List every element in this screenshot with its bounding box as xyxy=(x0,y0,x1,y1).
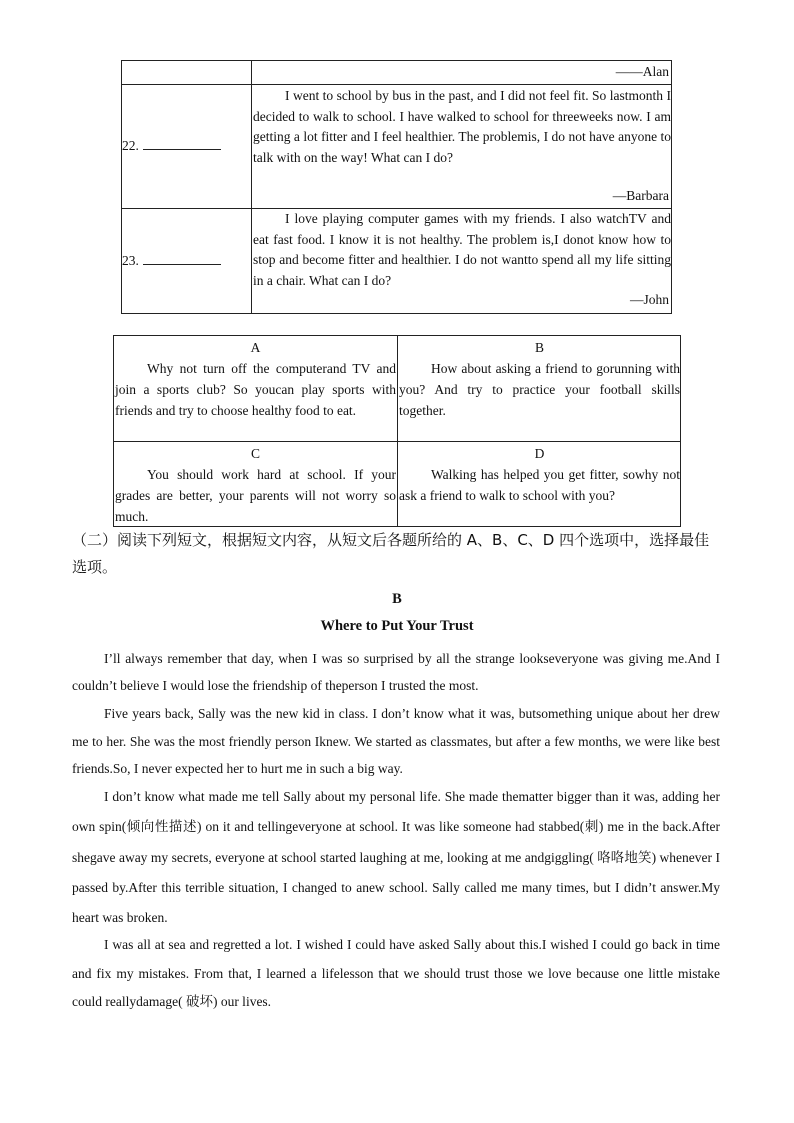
signature-barbara: —Barbara xyxy=(612,188,669,203)
letters-table xyxy=(121,60,672,314)
option-letter: C xyxy=(250,446,260,461)
section-label: B xyxy=(392,591,402,607)
option-letter: B xyxy=(534,340,544,355)
paragraph-text: I’ll always remember that day, when I was so surprised by all the strange lookseveryone was giving me.And I couldn’t believe I would lose the friendship of theperson I trusted the most. xyxy=(72,651,720,693)
options-table xyxy=(113,335,681,527)
option-text: How about asking a friend to gorunning with you? And try to practice your football skills together. xyxy=(399,361,680,418)
letter-john xyxy=(253,209,671,291)
option-letter: A xyxy=(250,340,261,355)
signature-alan: ——Alan xyxy=(615,64,669,79)
section-instructions: （二）阅读下列短文，根据短文内容，从短文后各题所给的 A、B、C、D 四个选项中，选择最佳选项。 xyxy=(72,531,710,576)
letter-text: I love playing computer games with my friends. I also watchTV and eat fast food. I know it is not healthy. The problem is,I donot know how to stop and become fitter and healthier. I do not wantto spend all my life sitting in a chair. What can I do? xyxy=(253,211,671,288)
answer-blank-22[interactable] xyxy=(143,138,221,150)
paragraph-1 xyxy=(72,645,720,699)
row-divider xyxy=(122,84,671,85)
letter-text: I went to school by bus in the past, and I did not feel fit. So lastmonth I decided to walk to school. I have walked to school for threeweeks now. I am getting a lot fitter and I feel healthier. The problemis, I do not have anyone to talk with on the way! What can I do? xyxy=(253,88,671,165)
option-b xyxy=(399,337,680,421)
option-text: Walking has helped you get fitter, sowhy not ask a friend to walk to school with you? xyxy=(399,467,680,503)
paragraph-3 xyxy=(72,782,720,933)
paragraph-4 xyxy=(72,931,720,1017)
question-23 xyxy=(122,253,247,269)
option-text: Why not turn off the computerand TV and join a sports club? So youcan play sports with friends and try to choose healthy food to eat. xyxy=(115,361,396,418)
question-number: 22. xyxy=(122,138,139,153)
paragraph-text: Five years back, Sally was the new kid in class. I don’t know what it was, butsomething unique about her drew me to her. She was the most friendly person Iknew. We started as classmates, but after a few months, we were like best friends.So, I never expected her to hurt me in such a big way. xyxy=(72,706,720,776)
option-a xyxy=(115,337,396,421)
option-letter: D xyxy=(534,446,545,461)
column-divider xyxy=(251,61,252,313)
column-divider xyxy=(397,336,398,526)
option-c xyxy=(115,443,396,527)
row-divider xyxy=(114,441,680,442)
option-d xyxy=(399,443,680,506)
question-number: 23. xyxy=(122,253,139,268)
paragraph-2 xyxy=(72,700,720,783)
paragraph-text: I was all at sea and regretted a lot. I wished I could have asked Sally about this.I wished I could go back in time and fix my mistakes. From that, I learned a lifelesson that we should trust those we love because one little mistake could reallydamage( 破坏) our lives. xyxy=(72,937,720,1009)
answer-blank-23[interactable] xyxy=(143,253,221,265)
paragraph-text: I don’t know what made me tell Sally about my personal life. She made thematter bigger than it was, adding her own spin(倾向性描述) on it and tellingeveryone at school. It was like someone had stabbed(刺) me in the back.After shegave away my secrets, everyone at school started laughing at me, looking at me andgiggling( 咯咯地笑) whenever I passed by.After this terrible situation, I changed to anew school. Sally called me many times, but I didn’t answer.My heart was broken. xyxy=(72,789,720,926)
signature-john: —John xyxy=(629,292,669,307)
question-22 xyxy=(122,138,247,154)
letter-barbara xyxy=(253,86,671,168)
passage-title: Where to Put Your Trust xyxy=(320,618,474,634)
option-text: You should work hard at school. If your grades are better, your parents will not worry so much. xyxy=(115,467,396,524)
